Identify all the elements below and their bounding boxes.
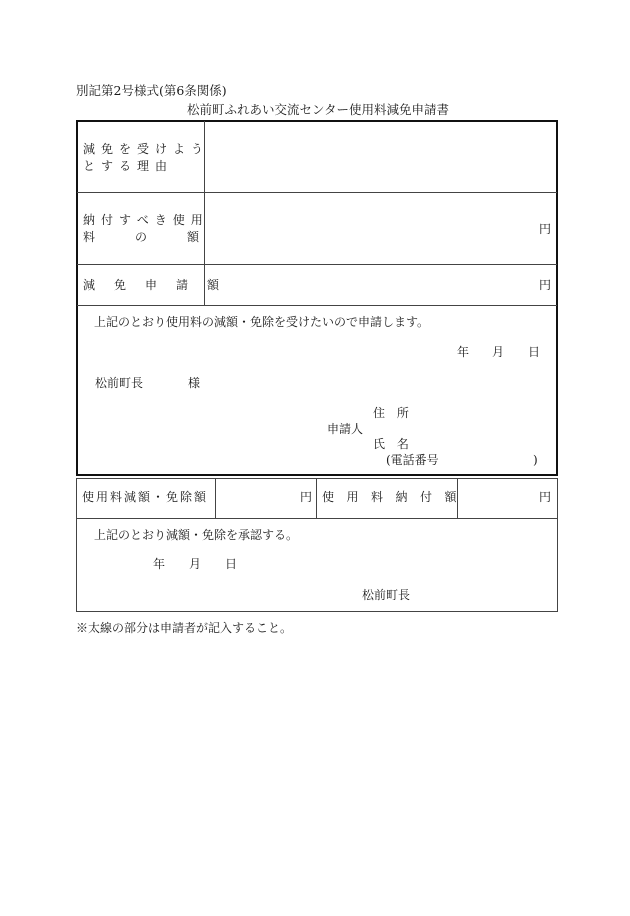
fee-amount-field[interactable] [210, 198, 530, 258]
name-label: 氏 名 [373, 437, 413, 451]
approval-text: 上記のとおり減額・免除を承認する。 [94, 528, 299, 542]
apply-date-month: 月 [492, 345, 505, 359]
address-field[interactable] [420, 402, 540, 420]
fee-label-line1: 納付すべき使用 [83, 213, 209, 227]
approval-col-1 [215, 478, 216, 518]
apply-date-year: 年 [457, 345, 470, 359]
approval-date-month: 月 [189, 557, 202, 571]
phone-label: (電話番号 [386, 453, 439, 467]
payable-amount-label: 使用料納付額 [322, 490, 470, 504]
approval-row-divider [76, 518, 557, 519]
footer-note: ※太線の部分は申請者が記入すること。 [76, 621, 293, 635]
fee-unit: 円 [539, 222, 552, 236]
reduction-unit: 円 [539, 278, 552, 292]
reason-label-line1: 減免を受けよう [83, 142, 210, 156]
addressee-honorific: 様 [188, 376, 201, 390]
reduced-amount-unit: 円 [300, 490, 313, 504]
apply-date-day: 日 [528, 345, 541, 359]
row-divider-3 [77, 305, 557, 306]
name-field[interactable] [420, 433, 540, 451]
approval-date-day: 日 [225, 557, 238, 571]
reduction-label: 減免申請額 [83, 278, 239, 292]
addressee: 松前町長 [95, 376, 144, 390]
applicant-label: 申請人 [327, 422, 364, 436]
phone-close: ) [533, 453, 538, 467]
approval-date-year: 年 [153, 557, 166, 571]
fee-label-line2-c: 額 [187, 230, 200, 244]
fee-label-line2-b: の [135, 230, 148, 244]
row-divider-1 [77, 192, 557, 193]
address-label: 住 所 [373, 406, 413, 420]
payable-amount-field[interactable] [462, 483, 532, 513]
approval-col-2 [316, 478, 317, 518]
reduced-amount-label: 使用料減額・免除額 [82, 490, 209, 504]
payable-amount-unit: 円 [539, 490, 552, 504]
reduced-amount-field[interactable] [220, 483, 295, 513]
phone-field[interactable] [448, 451, 528, 467]
form-number: 別記第2号様式(第6条関係) [76, 83, 227, 98]
fee-label-line2-a: 料 [83, 230, 96, 244]
reason-field[interactable] [210, 126, 550, 188]
form-title: 松前町ふれあい交流センター使用料減免申請書 [187, 102, 450, 117]
request-text: 上記のとおり使用料の減額・免除を受けたいので申請します。 [94, 315, 430, 329]
row-divider-2 [77, 264, 557, 265]
reduction-amount-field[interactable] [210, 270, 530, 300]
approval-signer: 松前町長 [362, 588, 411, 602]
reason-label-line2: とする理由 [83, 159, 174, 173]
